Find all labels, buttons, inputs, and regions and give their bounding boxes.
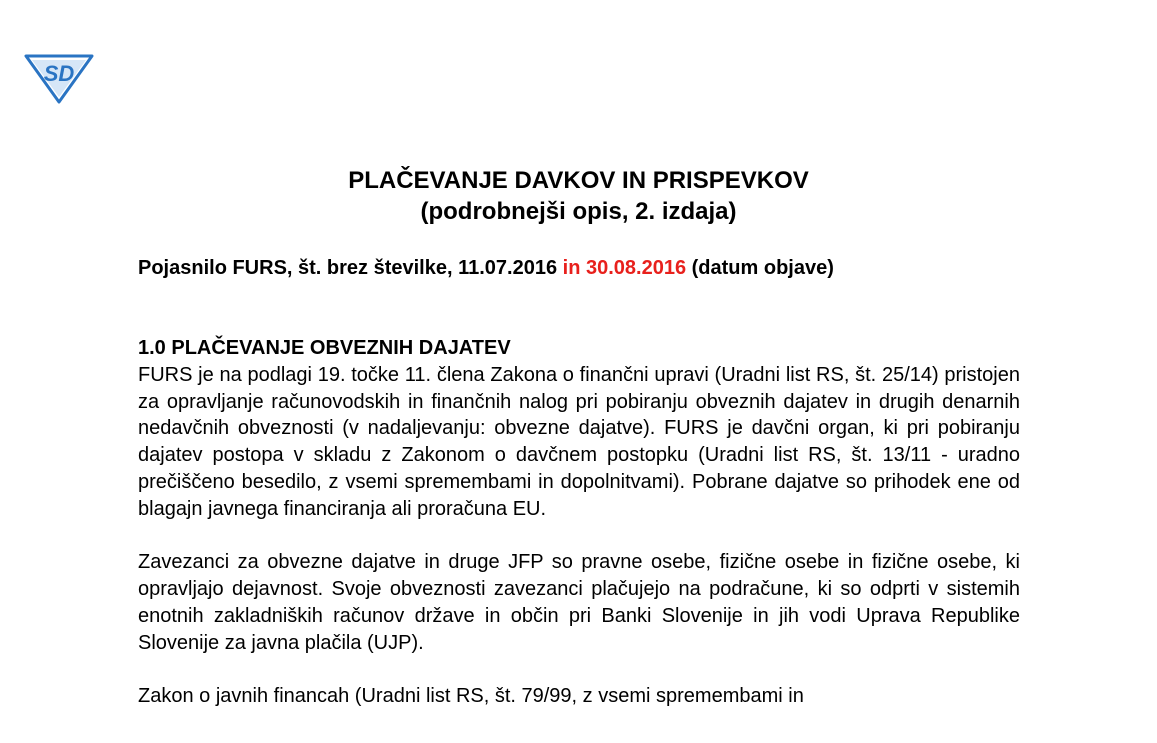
document-subtitle (138, 254, 834, 282)
paragraph-1: FURS je na podlagi 19. točke 11. člena Zakona o finančni upravi (Uradni list RS, št. 25/14) pristojen za opravljanje računovodskih in finančnih nalog pri pobiranju obveznih dajatev in drugih denarnih nedavčnih obveznosti (v nadaljevanju: obvezne dajatve). FURS je davčni organ, ki pri pobiranju dajatev postopa v skladu z Zakonom o davčnem postopku (Uradni list RS, št. 13/11 - uradno prečiščeno besedilo, z vsemi spremembami in dopolnitvami). Pobrane dajatve so prihodek ene od blagajn javnega financiranja ali proračuna EU. (138, 363, 1020, 520)
paragraph-2: Zavezanci za obvezne dajatve in druge JFP so pravne osebe, fizične osebe in fizične osebe, ki opravljajo dejavnost. Svoje obveznosti zavezanci plačujejo na podračune, ki so odprti v sistemih enotnih zakladniških računov države in občin pri Banki Slovenije in jih vodi Uprava Republike Slovenije za javna plačila (UJP). (138, 551, 1020, 654)
subtitle-source: Pojasnilo FURS, št. brez številke, 11.07.2016 (138, 257, 563, 279)
sd-logo-icon (22, 50, 96, 104)
section-content (138, 335, 1020, 710)
paragraph-3: Zakon o javnih financah (Uradni list RS, št. 79/99, z vsemi spremembami in (138, 685, 804, 708)
section-heading: 1.0 PLAČEVANJE OBVEZNIH DAJATEV (138, 337, 511, 359)
document-title-edition: (podrobnejši opis, 2. izdaja) (420, 198, 737, 225)
subtitle-update-date: in 30.08.2016 (562, 257, 687, 279)
svg-text:SD: SD (43, 61, 75, 86)
document-title: PLAČEVANJE DAVKOV IN PRISPEVKOV (348, 167, 809, 194)
subtitle-note: (datum objave) (686, 257, 834, 279)
